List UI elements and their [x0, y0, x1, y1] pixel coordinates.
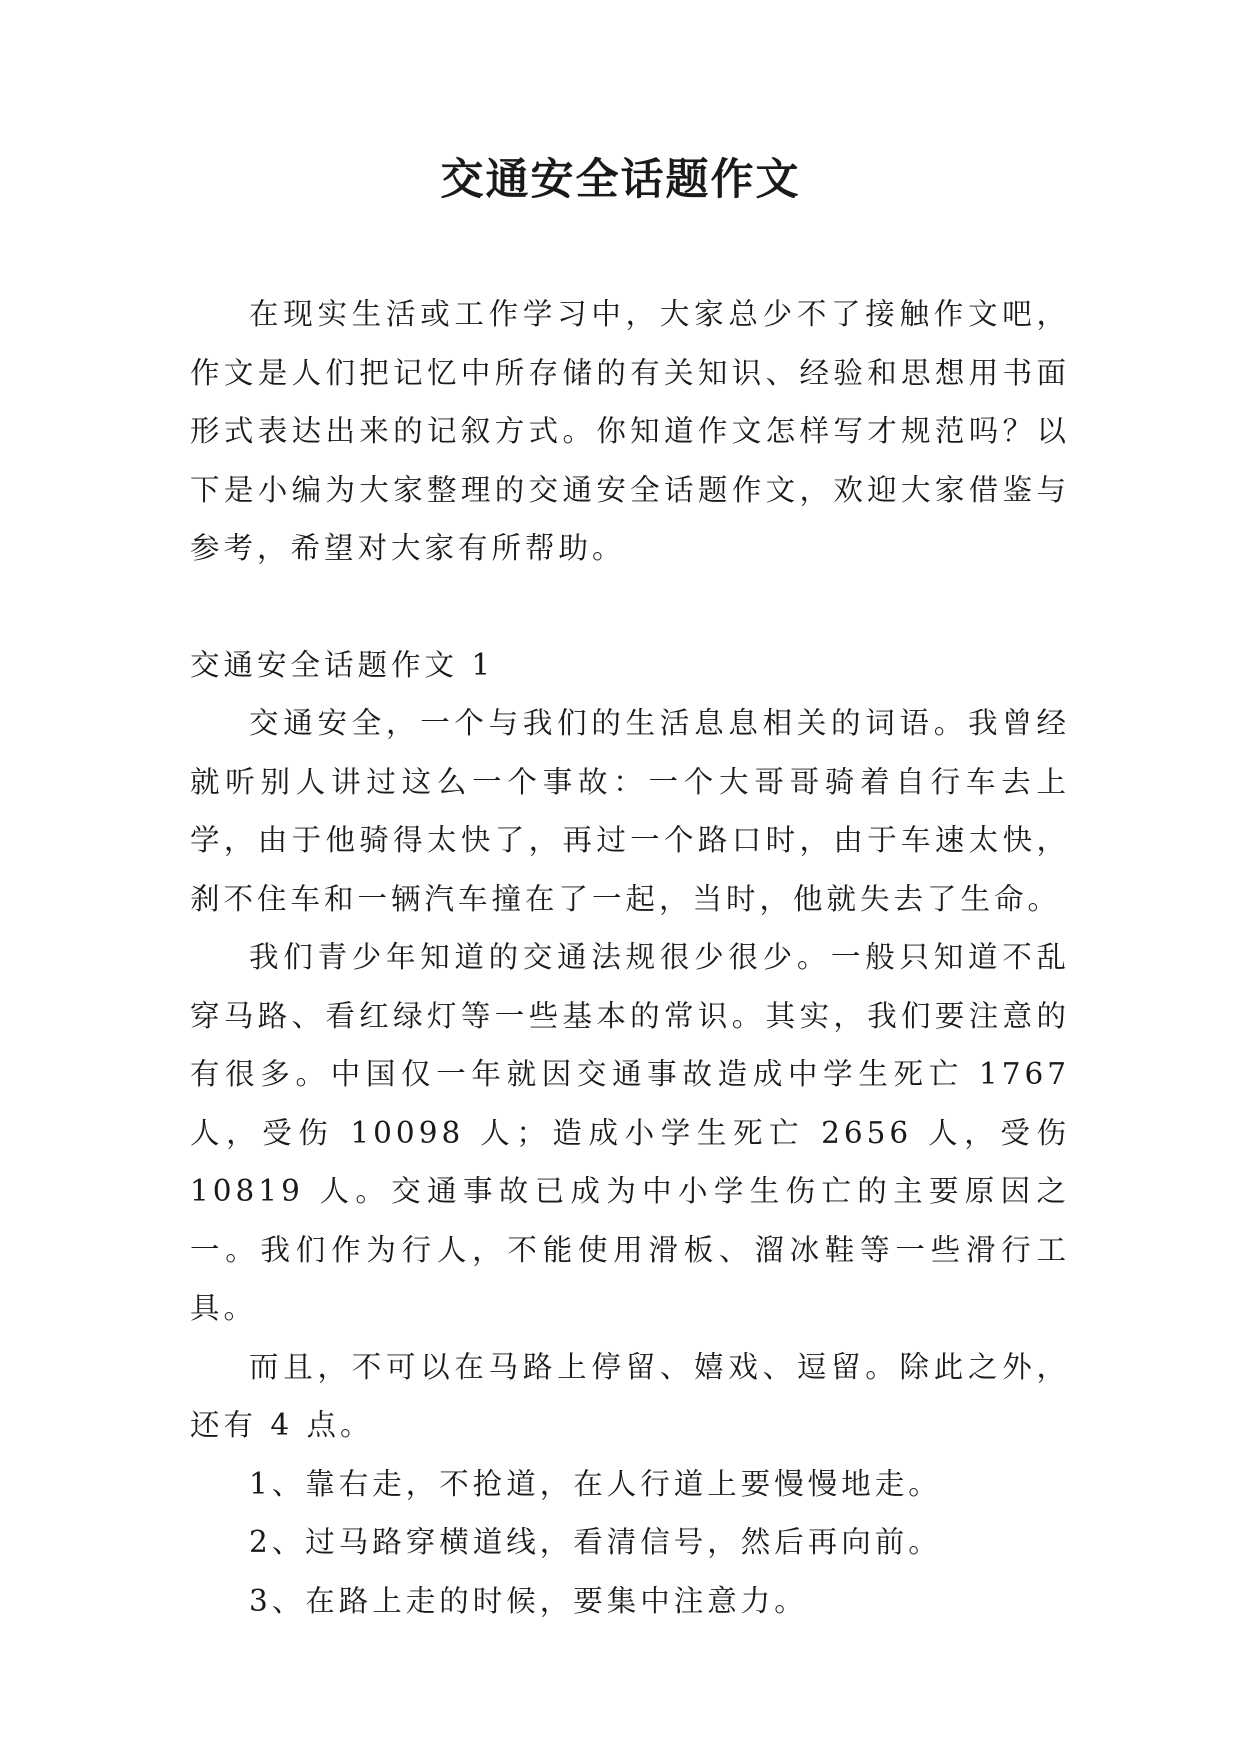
list-item: 3、在路上走的时候，要集中注意力。 [249, 1583, 808, 1618]
list-item: 1、靠右走，不抢道，在人行道上要慢慢地走。 [249, 1466, 942, 1501]
document-body [190, 285, 1070, 1630]
section-heading: 交通安全话题作文 1 [190, 647, 495, 682]
body-paragraph: 而且，不可以在马路上停留、嬉戏、逗留。除此之外，还有 4 点。 [190, 1349, 1070, 1442]
intro-paragraph: 在现实生活或工作学习中，大家总少不了接触作文吧，作文是人们把记忆中所存储的有关知识、经验和思想用书面形式表达出来的记叙方式。你知道作文怎样写才规范吗？以下是小编为大家整理的交通安全话题作文，欢迎大家借鉴与参考，希望对大家有所帮助。 [190, 297, 1070, 565]
body-paragraph: 我们青少年知道的交通法规很少很少。一般只知道不乱穿马路、看红绿灯等一些基本的常识。其实，我们要注意的有很多。中国仅一年就因交通事故造成中学生死亡 1767 人，受伤 10098 人；造成小学生死亡 2656 人，受伤 10819 人。交通事故已成为中小学生伤亡的主要原因之一。我们作为行人，不能使用滑板、溜冰鞋等一些滑行工具。 [190, 940, 1070, 1325]
body-paragraph: 交通安全，一个与我们的生活息息相关的词语。我曾经就听别人讲过这么一个事故：一个大哥哥骑着自行车去上学，由于他骑得太快了，再过一个路口时，由于车速太快，刹不住车和一辆汽车撞在了一起，当时，他就失去了生命。 [190, 706, 1070, 916]
list-item: 2、过马路穿横道线，看清信号，然后再向前。 [249, 1525, 942, 1559]
document-title: 交通安全话题作文 [440, 155, 801, 205]
